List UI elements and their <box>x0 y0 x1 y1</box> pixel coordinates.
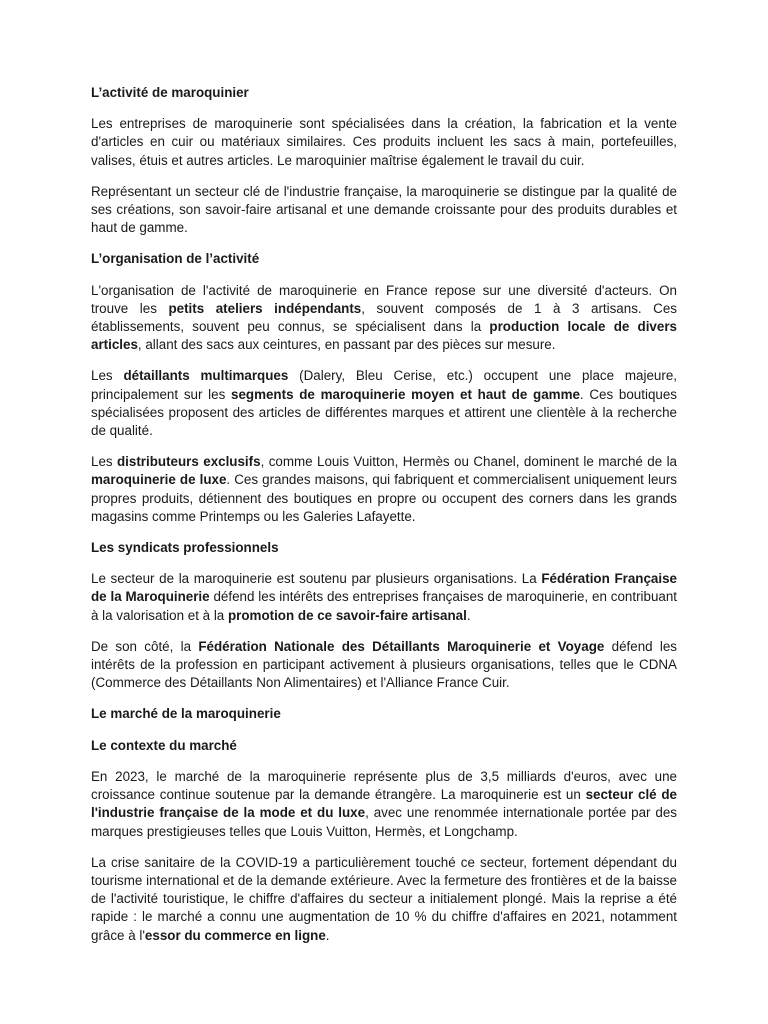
text-run: Les <box>91 454 117 470</box>
bold-run: promotion de ce savoir-faire artisanal <box>227 607 467 623</box>
bold-run: détaillants multimarques <box>123 368 289 384</box>
paragraph: Les entreprises de maroquinerie sont spécialisées dans la création, la fabrication et la vente d'articles en cuir ou matériaux similaires. Ces produits incluent les sacs à main, portefeuilles, valises, étuis et autres articles. Le maroquinier maîtrise également le travail du cuir. <box>91 116 677 168</box>
section-heading-activite: L’activité de maroquinier <box>91 85 249 100</box>
paragraph <box>91 854 677 945</box>
text-run: . Ces grandes maisons, qui fabriquent et commercialisent uniquement leurs propres produits, détiennent des boutiques en propre ou occupent des corners dans les grands magasins comme Printemps ou les Galeries Lafayette. <box>91 472 677 524</box>
paragraph <box>91 367 677 440</box>
text-run: . Ces boutiques spécialisées proposent des articles de différentes marques et attirent une clientèle à la recherche de qualité. <box>91 386 677 439</box>
text-run: Le secteur de la maroquinerie est soutenu par plusieurs organisations. La <box>91 571 542 587</box>
section-heading-marche: Le marché de la maroquinerie <box>91 706 281 722</box>
paragraph <box>91 768 677 841</box>
text-run: défend les intérêts de la profession en participant activement à plusieurs organisations, telles que le CDNA (Commerce des Détaillants Non Alimentaires) et l'Alliance France Cuir. <box>91 638 678 691</box>
section-heading-organisation: L’organisation de l’activité <box>91 251 260 267</box>
bold-run: segments de maroquinerie moyen et haut de gamme <box>231 386 580 402</box>
paragraph <box>91 282 677 355</box>
text-run: En 2023, le marché de la maroquinerie représente plus de 3,5 milliards d'euros, avec une croissance continue soutenue par la demande étrangère. La maroquinerie est un <box>91 768 677 803</box>
text-run: . <box>466 607 471 623</box>
bold-run: essor du commerce en ligne <box>144 927 326 943</box>
bold-run: Fédération Française de la Maroquinerie <box>91 571 677 605</box>
paragraph <box>91 453 677 526</box>
text-run: . <box>325 927 330 943</box>
text-run: L'organisation de l'activité de maroquinerie en France repose sur une diversité d'acteurs. On trouve les <box>91 282 677 316</box>
text-run: , allant des sacs aux ceintures, en passant par des pièces sur mesure. <box>137 337 556 353</box>
section-heading-contexte: Le contexte du marché <box>91 737 237 753</box>
bold-run: production locale de divers articles <box>91 319 677 353</box>
section-heading-syndicats: Les syndicats professionnels <box>91 540 279 556</box>
text-run: défend les intérêts des entreprises françaises de maroquinerie, en contribuant à la valorisation et à la <box>91 589 678 623</box>
bold-run: petits ateliers indépendants <box>168 300 362 316</box>
paragraph <box>91 638 677 693</box>
text-run: La crise sanitaire de la COVID-19 a particulièrement touché ce secteur, fortement dépendant du tourisme international et de la demande extérieure. Avec la fermeture des frontières et de la baisse de l'activité touristique, le chiffre d'affaires du secteur a initialement plongé. Mais la reprise a été rapide : le marché a connu une augmentation de 10 % du chiffre d'affaires en 2021, notamment grâce à l' <box>91 854 677 943</box>
text-run: , souvent composés de 1 à 3 artisans. Ces établissements, souvent peu connus, se spécialisent dans la <box>91 300 677 335</box>
bold-run: distributeurs exclusifs <box>117 454 261 470</box>
text-run: Les <box>91 368 124 384</box>
text-run: De son côté, la <box>91 638 199 654</box>
text-run: , comme Louis Vuitton, Hermès ou Chanel, dominent le marché de la <box>260 454 677 470</box>
bold-run: secteur clé de l'industrie française de la mode et du luxe <box>91 787 677 821</box>
paragraph: Représentant un secteur clé de l'industrie française, la maroquinerie se distingue par la qualité de ses créations, son savoir-faire artisanal et une demande croissante pour des produits durables et haut de gamme. <box>91 183 677 236</box>
text-run: (Dalery, Bleu Cerise, etc.) occupent une place majeure, principalement sur les <box>91 368 677 402</box>
text-run: , avec une renommée internationale portée par des marques prestigieuses telles que Louis Vuitton, Hermès, et Longchamp. <box>91 805 677 839</box>
bold-run: Fédération Nationale des Détaillants Maroquinerie et Voyage <box>198 638 605 654</box>
bold-run: maroquinerie de luxe <box>91 472 227 488</box>
paragraph <box>91 570 677 625</box>
